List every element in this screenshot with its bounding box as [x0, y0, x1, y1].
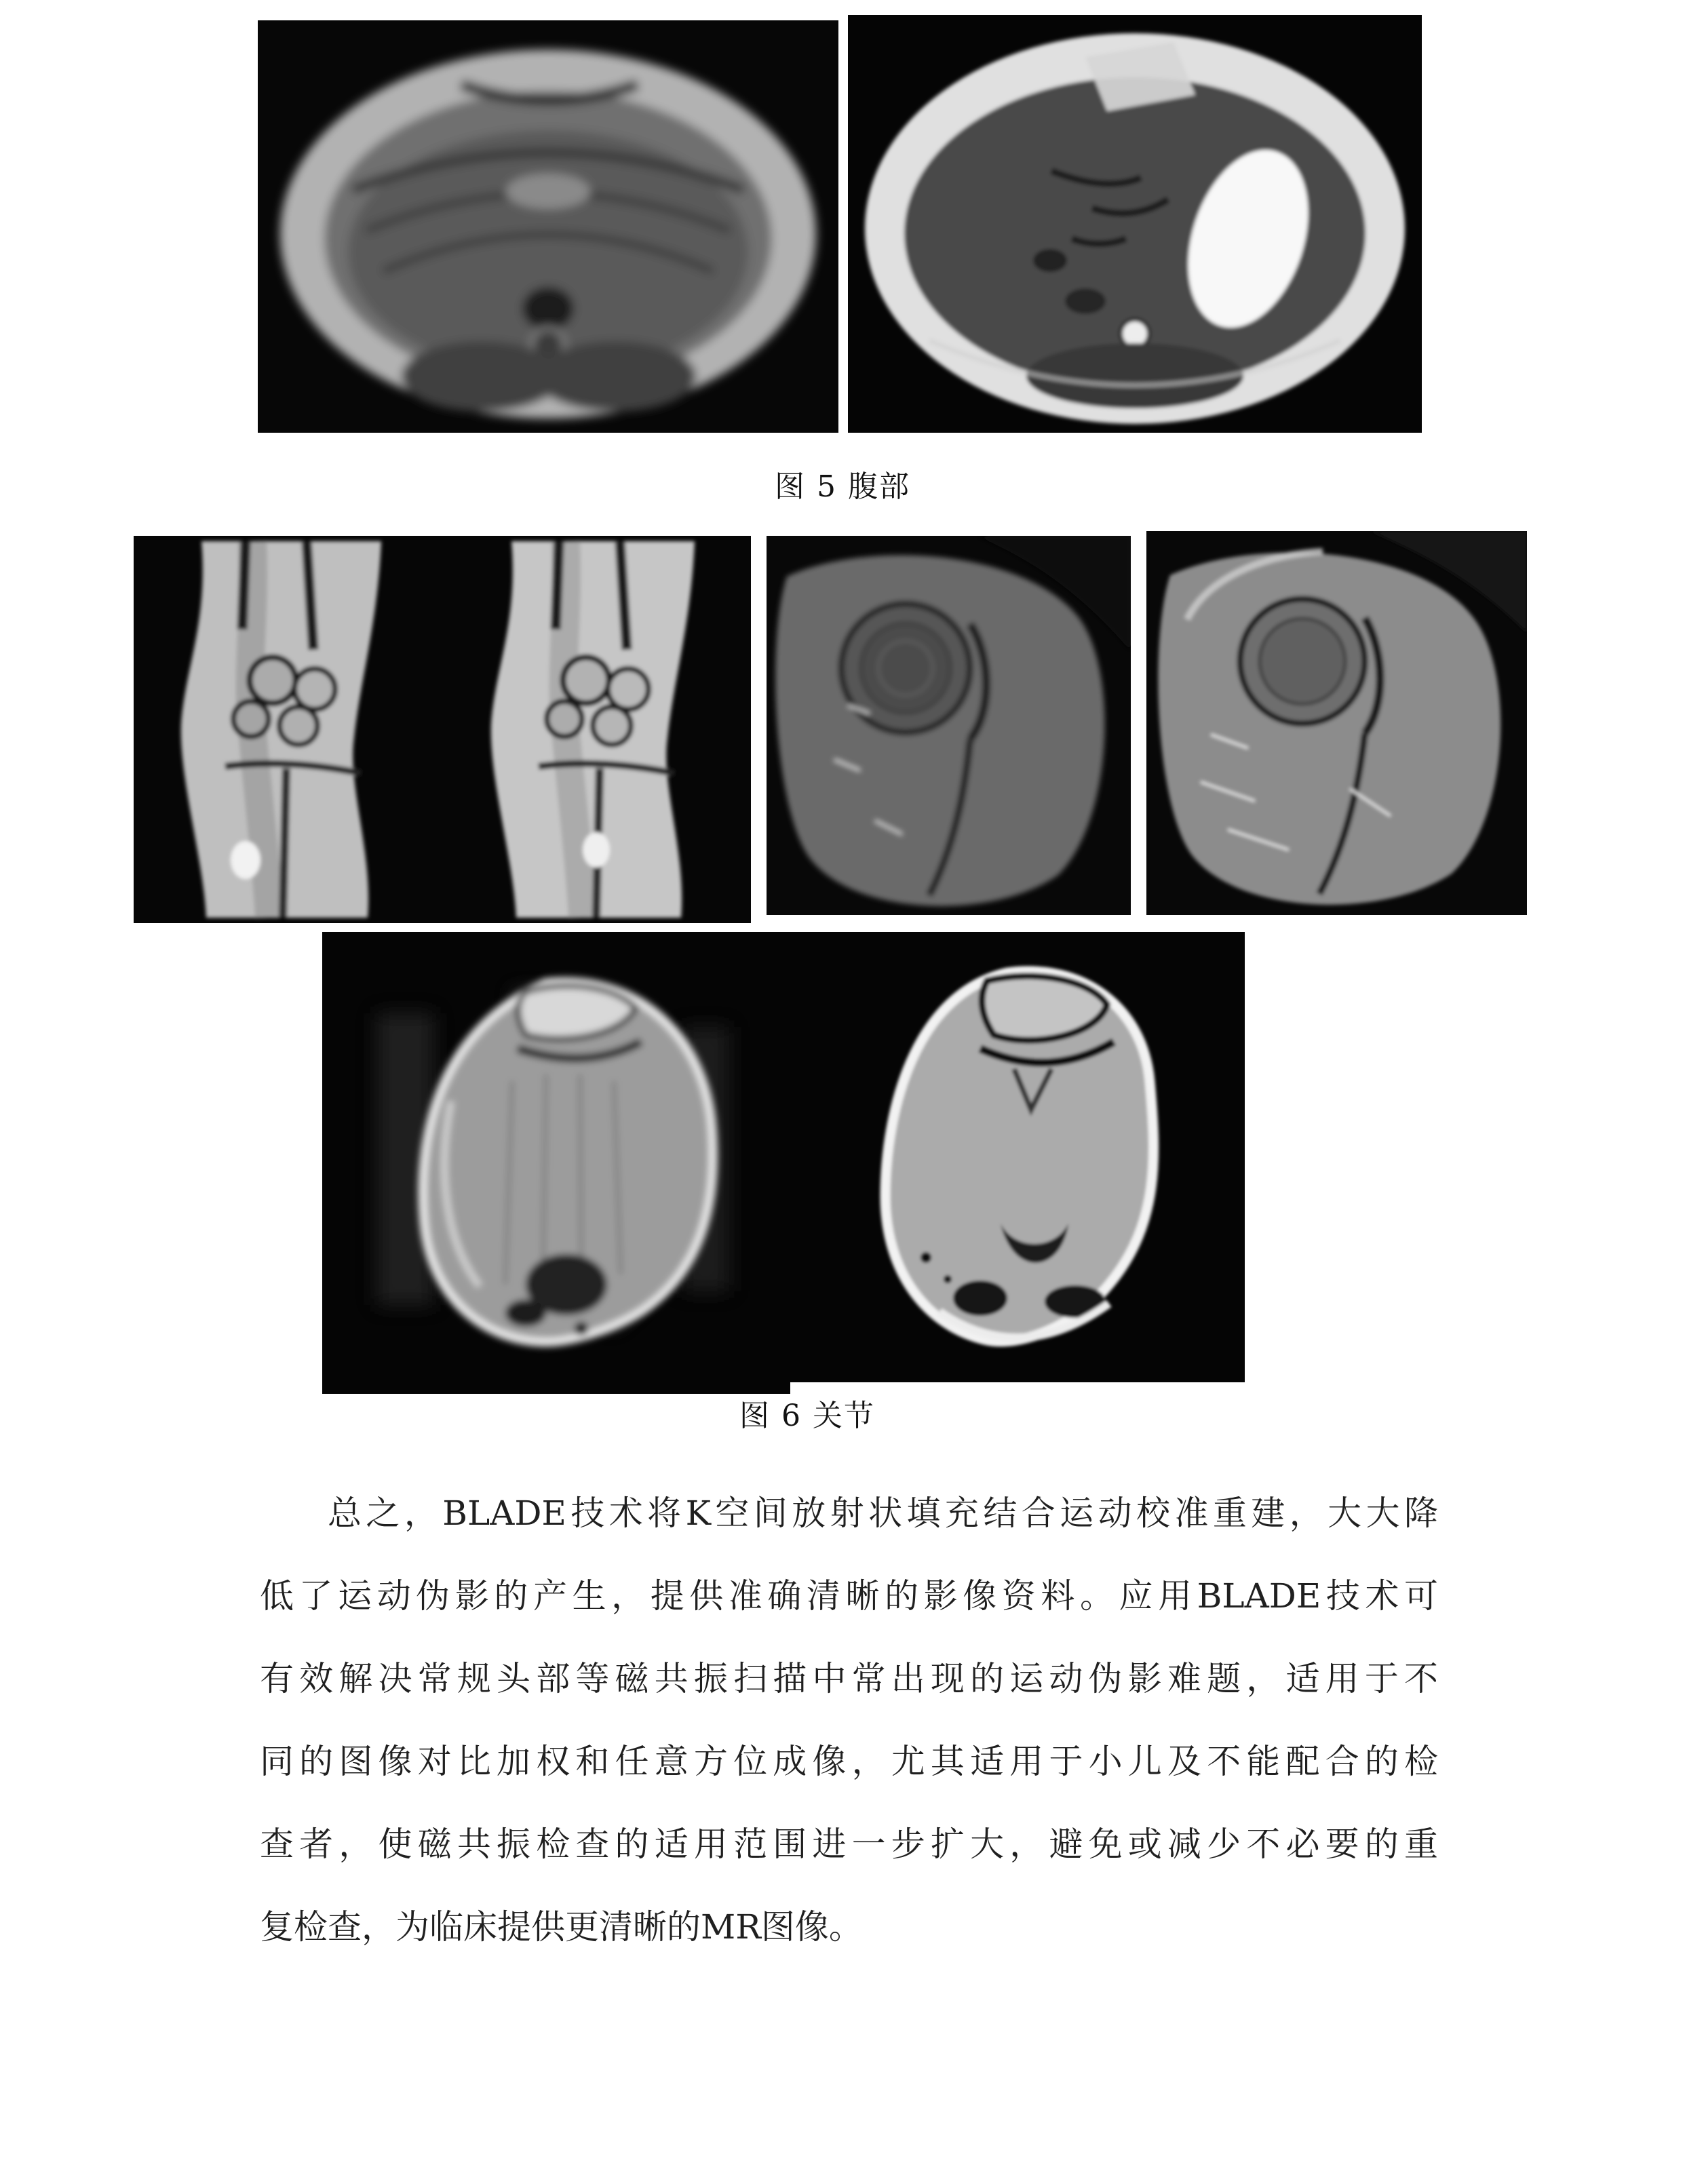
wrist-right-artwork [491, 541, 695, 918]
abdomen-right-artwork [865, 33, 1405, 424]
paragraph-line-4: 同的图像对比加权和任意方位成像，尤其适用于小儿及不能配合的检 [260, 1742, 1438, 1781]
mri-shoulder-left-image [767, 536, 1131, 915]
figure5-caption: 图 5 腹部 [775, 469, 910, 504]
body-paragraph [260, 1472, 1438, 1968]
knee-right-artwork [885, 971, 1154, 1342]
figure6-caption: 图 6 关节 [739, 1399, 875, 1433]
mri-knee-left-image [322, 932, 790, 1394]
mri-wrist-image [134, 536, 751, 923]
mri-abdomen-right-image [848, 15, 1422, 433]
paragraph-line-1: 总之，BLADE技术将K空间放射状填充结合运动校准重建，大大降 [328, 1494, 1438, 1533]
paragraph-line-6: 复检查，为临床提供更清晰的MR图像。 [260, 1907, 863, 1947]
mri-abdomen-left-image [258, 20, 838, 433]
paragraph-line-2: 低了运动伪影的产生，提供准确清晰的影像资料。应用BLADE技术可 [260, 1576, 1438, 1616]
abdomen-left-artwork [280, 50, 816, 418]
mri-shoulder-right-image [1146, 531, 1527, 915]
wrist-left-artwork [181, 541, 381, 918]
paragraph-line-3: 有效解决常规头部等磁共振扫描中常出现的运动伪影难题，适用于不 [260, 1659, 1438, 1698]
paragraph-line-5: 查者，使磁共振检查的适用范围进一步扩大，避免或减少不必要的重 [260, 1825, 1438, 1864]
mri-knee-right-image [790, 932, 1245, 1382]
